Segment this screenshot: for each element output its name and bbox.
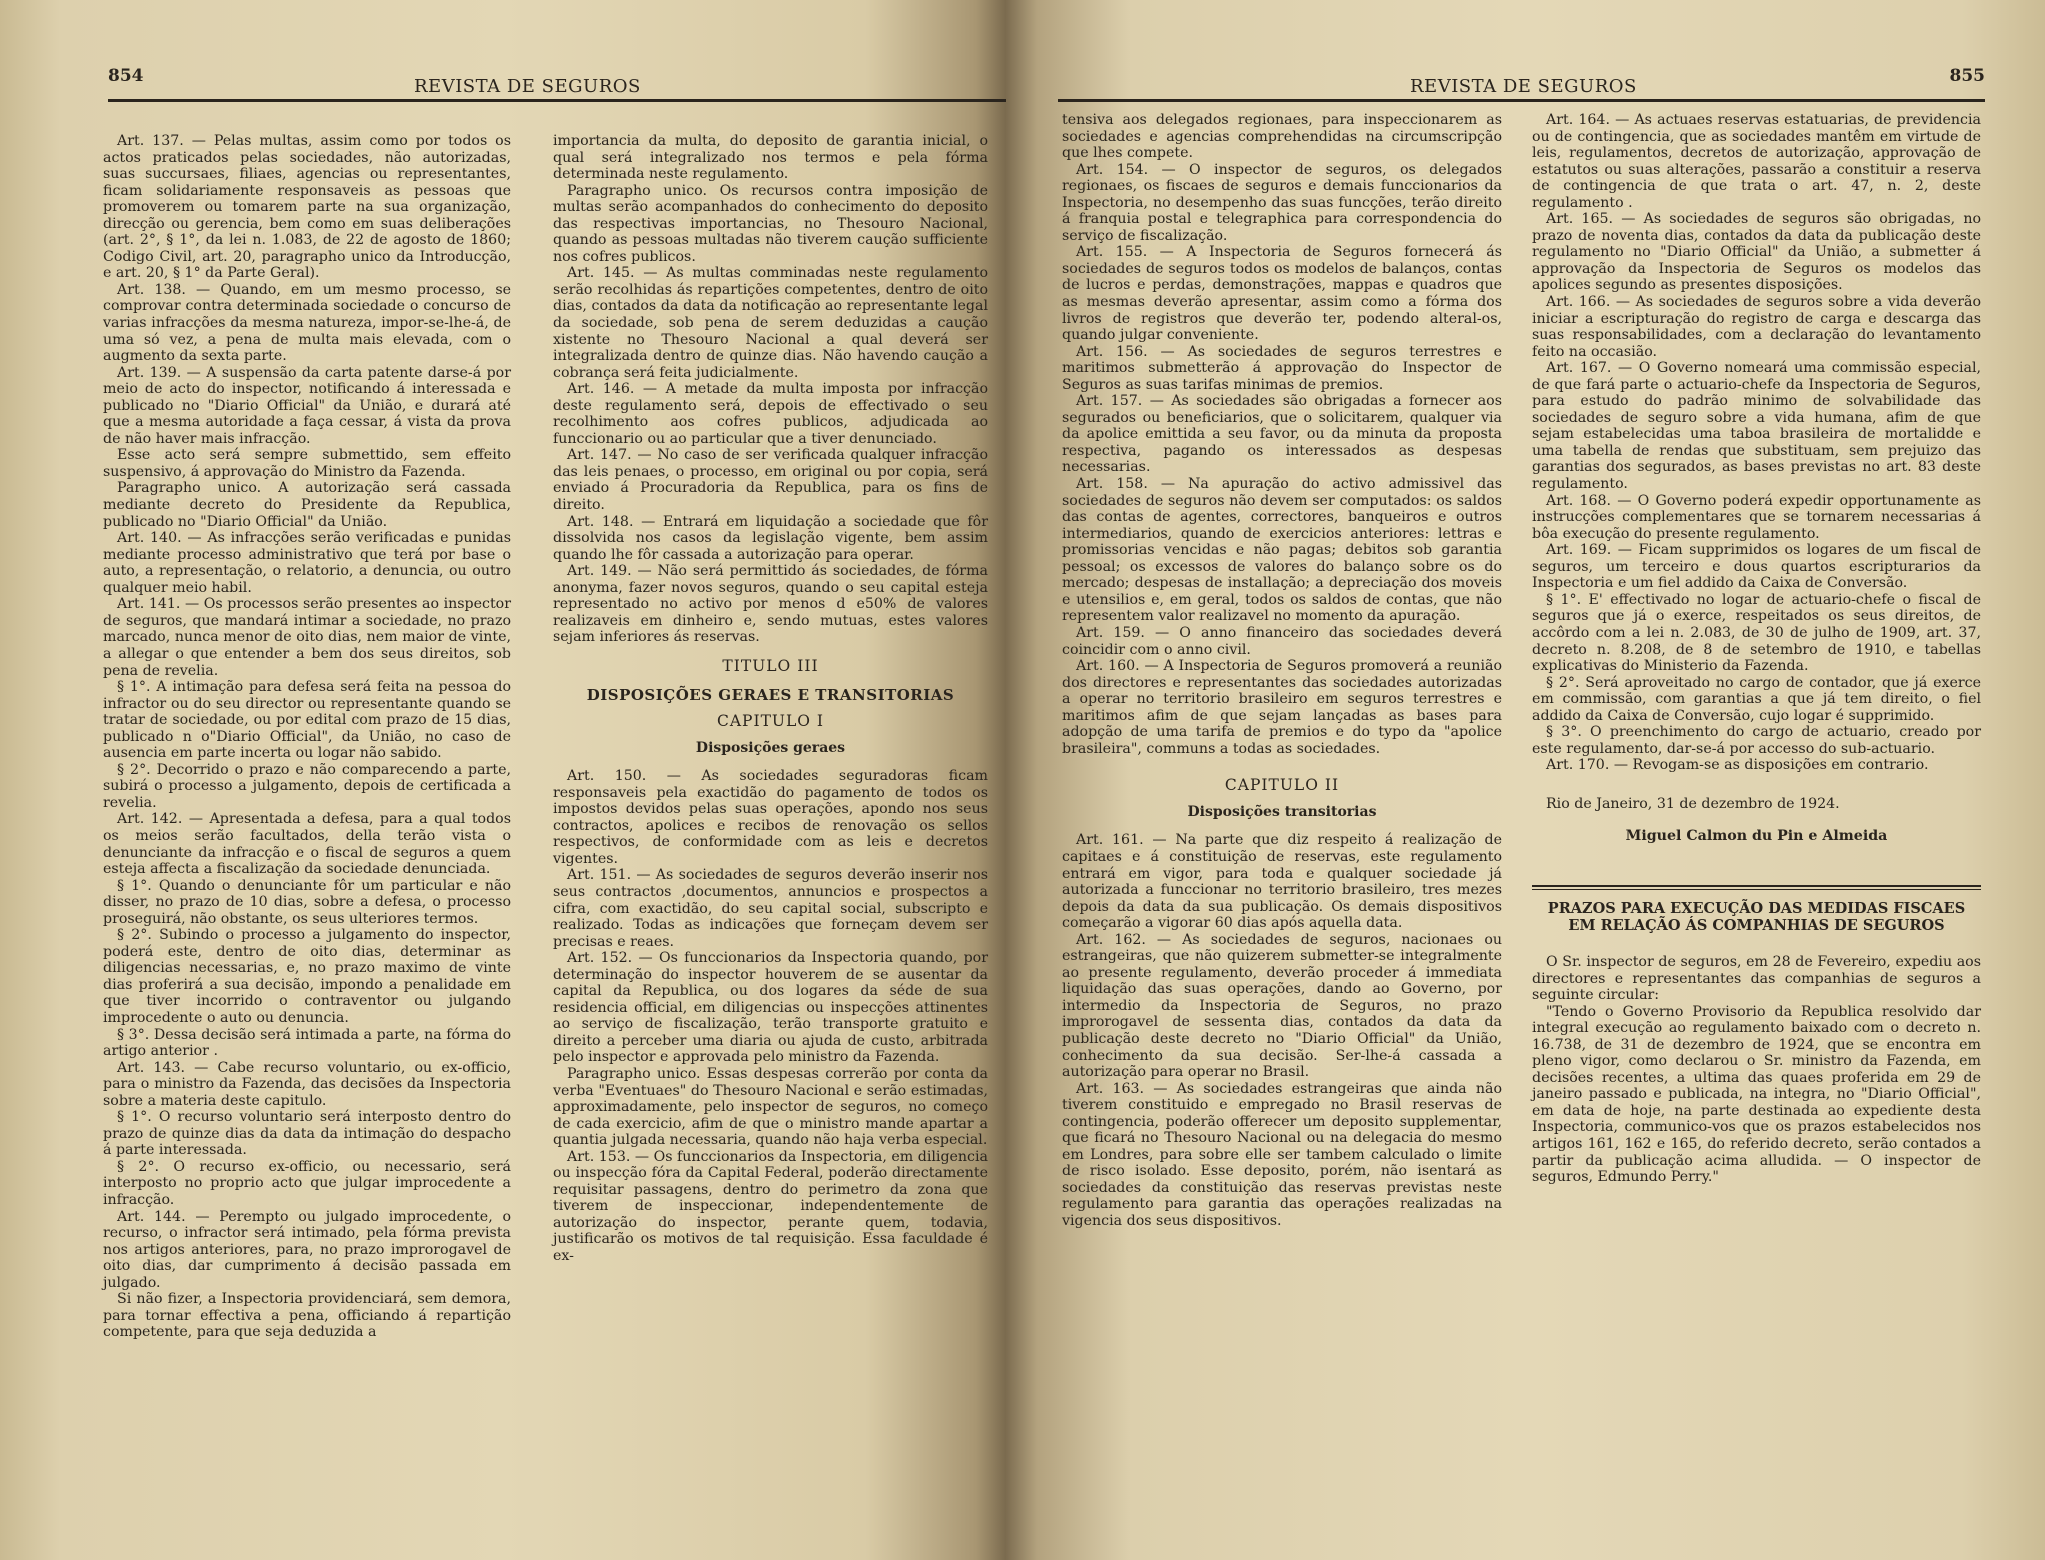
chapter-heading: CAPITULO I: [716, 712, 825, 731]
text-column-1: [103, 133, 511, 1341]
paragraph: Art. 151. — As sociedades de seguros deverão inserir nos seus contractos ,documentos, annuncios e prospectos a cifra, com exactidão, do seu capital social, subscripto e realizado. Todas as indicações que forneçam devem ser precisas e reaes.: [553, 867, 988, 950]
paragraph: § 1°. Quando o denunciante fôr um particular e não disser, no prazo de 10 dias, sobre a defesa, o processo proseguirá, não obstante, os seus ulteriores termos.: [103, 877, 511, 927]
left-page: [0, 0, 1006, 1560]
paragraph: Art. 161. — Na parte que diz respeito á realização de capitaes e á constituição de reservas, este regulamento entrará em vigor, para toda e qualquer sociedade já autorizada a funccionar no territorio brasileiro, tres mezes depois da data da sua publicação. Os demais dispositivos começarão a vigorar 60 dias após aquella data.: [1062, 832, 1502, 932]
paragraph: Art. 147. — No caso de ser verificada qualquer infracção das leis penaes, o processo, em original ou por copia, será enviado á Procuradoria da Republica, para os fins de direito.: [553, 447, 988, 514]
paragraph: Art. 139. — A suspensão da carta patente darse-á por meio de acto do inspector, notificando á interessada e publicado no "Diario Official" da União, e durará até que a mesma autoridade a faça cessar, á vista da prova de não haver mais infracção.: [103, 364, 511, 447]
paragraph: Art. 146. — A metade da multa imposta por infracção deste regulamento será, depois de effectivado o seu recolhimento aos cofres publicos, adjudicada ao funccionario ou ao particular que a tiver denunciado.: [553, 381, 988, 447]
paragraph: Art. 138. — Quando, em um mesmo processo, se comprovar contra determinada sociedade o concurso de varias infracções da mesma natureza, impor-se-lhe-á, de uma só vez, a pena de multa mais elevada, com o augmento da sexta parte.: [103, 281, 511, 365]
paragraph: Art. 169. — Ficam supprimidos os logares de um fiscal de seguros, um terceiro e dous quartos escripturarios da Inspectoria e um fiel addido da Caixa de Conversão.: [1532, 542, 1981, 592]
chapter-heading: CAPITULO II: [1224, 776, 1340, 795]
chapter-subtitle: Disposições geraes: [695, 739, 846, 756]
right-page: [1006, 0, 2045, 1560]
page-number: 855: [1949, 66, 1985, 86]
paragraph: Art. 162. — As sociedades de seguros, nacionaes ou estrangeiras, que não quizerem submetter-se integralmente ao presente regulamento, deverão proceder á immediata liquidação das suas operações, dando ao Governo, por intermedio da Inspectoria de Seguros, no prazo improrogavel de sessenta dias, contados da data da publicação deste decreto no "Diario Official" da União, conhecimento da sua decisão. Ser-lhe-á cassada a autorização para operar no Brasil.: [1062, 931, 1502, 1081]
running-title: REVISTA DE SEGUROS: [1410, 76, 1637, 97]
paragraph: Esse acto será sempre submettido, sem effeito suspensivo, á approvação do Ministro da Fazenda.: [103, 447, 511, 480]
section-heading: DISPOSIÇÕES GERAES E TRANSITORIAS: [586, 685, 955, 704]
paragraph: Art. 160. — A Inspectoria de Seguros promoverá a reunião dos directores e representantes das sociedades autorizadas a operar no territorio brasileiro em seguros terrestres e maritimos afim de que sejam lançadas as bases para adopção de uma tarifa de premios e do typo da "apolice brasileira", communs a todas as sociedades.: [1062, 658, 1502, 757]
paragraph: Art. 170. — Revogam-se as disposições em contrario.: [1546, 757, 1929, 774]
paragraph: Art. 144. — Perempto ou julgado improcedente, o recurso, o infractor será intimado, pela fórma prevista nos artigos anteriores, para, no prazo improrogavel de oito dias, dar cumprimento á decisão passada em julgado.: [103, 1208, 511, 1291]
text-column-2: [553, 133, 988, 1265]
paragraph: Art. 165. — As sociedades de seguros são obrigadas, no prazo de noventa dias, contados da data da publicação deste regulamento no "Diario Official" da União, a submetter á approvação da Inspectoria de Seguros os modelos das apolices segundo as presentes disposições.: [1532, 211, 1981, 294]
paragraph: § 2°. O recurso ex-officio, ou necessario, será interposto no proprio acto que julgar improcedente a infracção.: [103, 1158, 511, 1208]
text-column-4: [1532, 112, 1981, 1186]
paragraph: Art. 143. — Cabe recurso voluntario, ou ex-officio, para o ministro da Fazenda, das decisões da Inspectoria sobre a materia deste capitulo.: [103, 1059, 511, 1109]
running-title: REVISTA DE SEGUROS: [414, 76, 641, 97]
page-number: 854: [108, 66, 144, 86]
article-title: PRAZOS PARA EXECUÇÃO DAS MEDIDAS FISCAES EM RELAÇÃO ÁS COMPANHIAS DE SEGUROS: [1547, 899, 1966, 934]
paragraph: Art. 140. — As infracções serão verificadas e punidas mediante processo administrativo que terá por base o auto, a representação, o relatorio, a denuncia, ou outro qualquer meio habil.: [103, 530, 511, 596]
paragraph: § 2°. Decorrido o prazo e não comparecendo a parte, subirá o processo a julgamento, depois de certificada a revelia.: [103, 761, 511, 811]
paragraph: Paragrapho unico. Os recursos contra imposição de multas serão acompanhados do conhecimento do deposito das respectivas importancias, no Thesouro Nacional, quando as pessoas multadas não tiverem caução sufficiente nos cofres publicos.: [553, 182, 988, 265]
paragraph: Art. 152. — Os funccionarios da Inspectoria quando, por determinação do inspector houverem de se ausentar da capital da Republica, ou dos logares da séde de sua residencia official, em diligencias ou inspecções attinentes ao serviço de fiscalização, terão transporte gratuito e direito a perceber uma diaria ou ajuda de custo, arbitrada pelo inspector e approvada pelo ministro da Fazenda.: [553, 950, 988, 1066]
paragraph: Art. 164. — As actuaes reservas estatuarias, de previdencia ou de contingencia, que as sociedades mantêm em virtude de leis, regulamentos, decretos de autorização, approvação de estatutos ou suas alterações, passarão a constituir a reserva de contingencia de que trata o art. 47, n. 2, deste regulamento .: [1532, 112, 1981, 211]
dateline: Rio de Janeiro, 31 de dezembro de 1924.: [1546, 795, 1840, 812]
paragraph: Art. 155. — A Inspectoria de Seguros fornecerá ás sociedades de seguros todos os modelos de balanços, contas de lucros e perdas, demonstrações, mappas e quadros que as mesmas deverão apresentar, assim como a fórma dos livros de registros que deverão ter, podendo alteral-os, quando julgar conveniente.: [1062, 244, 1502, 344]
paragraph: Art. 141. — Os processos serão presentes ao inspector de seguros, que mandará intimar a sociedade, no prazo marcado, nunca menor de oito dias, nem maior de vinte, a allegar o que entender a bem dos seus direitos, sob pena de revelia.: [103, 596, 511, 679]
paragraph: Art. 163. — As sociedades estrangeiras que ainda não tiverem constituido e empregado no Brasil reservas de contingencia, poderão offerecer um deposito supplementar, que ficará no Thesouro Nacional ou na delegacia do mesmo em Londres, para sobre elle ser tambem calculado o limite de risco isolado. Esse deposito, porém, não isentará as sociedades da constituição das reservas previstas neste regulamento para garantia das operações realizadas na vigencia dos seus dispositivos.: [1062, 1080, 1502, 1229]
paragraph: Art. 168. — O Governo poderá expedir opportunamente as instrucções complementares que se tornarem necessarias á bôa execução do presente regulamento.: [1532, 492, 1981, 542]
header-rule: [1058, 99, 1985, 102]
paragraph: § 2°. Será aproveitado no cargo de contador, que já exerce em commissão, com garantias a que já tem direito, o fiel addido da Caixa de Conversão, cujo logar é supprimido.: [1532, 674, 1981, 724]
titulo-heading: TITULO III: [722, 656, 819, 675]
left-page-header: [108, 60, 1006, 100]
article-divider: [1532, 885, 1981, 890]
paragraph: § 3°. Dessa decisão será intimada a parte, na fórma do artigo anterior .: [103, 1026, 511, 1060]
paragraph: Art. 137. — Pelas multas, assim como por todos os actos praticados pelas sociedades, não autorizadas, suas succursaes, filiaes, agencias ou representantes, ficam solidariamente responsaveis as pessoas que promoverem ou tomarem parte na sua organização, direcção ou gerencia, bem como em suas deliberações (art. 2°, § 1°, da lei n. 1.083, de 22 de agosto de 1860; Codigo Civil, art. 20, paragrapho unico da Introducção, e art. 20, § 1° da Parte Geral).: [103, 133, 511, 282]
signature: Miguel Calmon du Pin e Almeida: [1625, 828, 1888, 845]
paragraph: § 3°. O preenchimento do cargo de actuario, creado por este regulamento, dar-se-á por accesso do sub-actuario.: [1532, 724, 1981, 757]
paragraph: § 1°. A intimação para defesa será feita na pessoa do infractor ou do seu director ou representante quando se tratar de sociedade, ou por edital com prazo de 15 dias, publicado n o"Diario Official", da União, no caso de ausencia em parte incerta ou logar não sabido.: [103, 679, 511, 762]
paragraph: Art. 149. — Não será permittido ás sociedades, de fórma anonyma, fazer novos seguros, quando o seu capital esteja representado no activo por menos d e50% de valores realizaveis em dinheiro e, sendo mutuas, estes valores sejam inferiores ás reservas.: [553, 563, 988, 646]
paragraph: Art. 159. — O anno financeiro das sociedades deverá coincidir com o anno civil.: [1062, 624, 1502, 658]
chapter-subtitle: Disposições transitorias: [1187, 803, 1377, 820]
paragraph: Si não fizer, a Inspectoria providenciará, sem demora, para tornar effectiva a pena, officiando á repartição competente, para que seja deduzida a: [103, 1291, 511, 1341]
text-column-3: [1062, 112, 1502, 1230]
paragraph: Art. 154. — O inspector de seguros, os delegados regionaes, os fiscaes de seguros e demais funccionarios da Inspectoria, no desempenho das suas funcções, terão direito á franquia postal e telegraphica para correspondencia do serviço de fiscalização.: [1062, 161, 1502, 244]
paragraph: Art. 157. — As sociedades são obrigadas a fornecer aos segurados ou beneficiarios, que o solicitarem, qualquer via da apolice emittida a seu favor, ou da minuta da proposta respectiva, pagando os interessados as despesas necessarias.: [1062, 393, 1502, 476]
paragraph: § 1°. O recurso voluntario será interposto dentro do prazo de quinze dias da data da intimação do despacho á parte interessada.: [103, 1109, 511, 1159]
paragraph: Art. 145. — As multas comminadas neste regulamento serão recolhidas ás repartições competentes, dentro de oito dias, contados da data da notificação ao representante legal da sociedade, sob pena de serem deduzidas a caução xistente no Thesouro Nacional a qual deverá ser integralizada dentro de quinze dias. Não havendo caução a cobrança será feita judicialmente.: [553, 265, 988, 381]
paragraph: Art. 150. — As sociedades seguradoras ficam responsaveis pela exactidão do pagamento de todos os impostos devidos pelas suas operações, apondo nos seus contractos, apolices e recibos de renovação os sellos respectivos, de conformidade com as leis e decretos vigentes.: [553, 768, 988, 867]
paragraph: Art. 148. — Entrará em liquidação a sociedade que fôr dissolvida nos casos da legislação vigente, bem assim quando lhe fôr cassada a autorização para operar.: [553, 513, 988, 563]
paragraph: O Sr. inspector de seguros, em 28 de Fevereiro, expediu aos directores e representantes das companhias de seguros a seguinte circular:: [1532, 953, 1981, 1004]
right-page-header: [1058, 60, 1985, 100]
paragraph: § 2°. Subindo o processo a julgamento do inspector, poderá este, dentro de oito dias, determinar as diligencias necessarias, e, no prazo maximo de vinte dias proferirá a sua decisão, impondo a penalidade em que tiver incorrido o contraventor ou julgando improcedente o auto ou denuncia.: [103, 927, 511, 1026]
paragraph: Paragrapho unico. A autorização será cassada mediante decreto do Presidente da Republica, publicado no "Diario Official" da União.: [103, 480, 511, 530]
paragraph: Art. 153. — Os funccionarios da Inspectoria, em diligencia ou inspecção fóra da Capital Federal, poderão directamente requisitar passagens, dentro do perimetro da zona que tiverem de inspeccionar, independentemente de autorização do inspector, perante quem, todavia, justificarão os motivos de tal requisição. Essa faculdade é ex-: [553, 1148, 988, 1264]
paragraph: § 1°. E' effectivado no logar de actuario-chefe o fiscal de seguros que já o exerce, respeitados os seus direitos, de accôrdo com a lei n. 2.083, de 30 de julho de 1909, art. 37, decreto n. 8.208, de 8 de setembro de 1910, e tabellas explicativas do Ministerio da Fazenda.: [1532, 591, 1981, 675]
paragraph: Paragrapho unico. Essas despesas correrão por conta da verba "Eventuaes" do Thesouro Nacional e serão estimadas, approximadamente, pelo inspector de seguros, no começo de cada exercicio, afim de que o ministro mande apartar a quantia julgada necessaria, quando não haja verba especial.: [553, 1065, 988, 1149]
header-rule: [108, 99, 1006, 102]
paragraph: importancia da multa, do deposito de garantia inicial, o qual será integralizado nos termos e pela fórma determinada neste regulamento.: [553, 133, 988, 183]
paragraph: "Tendo o Governo Provisorio da Republica resolvido dar integral execução ao regulamento baixado com o decreto n. 16.738, de 31 de dezembro de 1924, que se encontra em pleno vigor, como declarou o Sr. ministro da Fazenda, em decisões recentes, a ultima das quaes proferida em 29 de janeiro passado e publicada, na integra, no "Diario Official", em data de hoje, na parte destinada ao expediente desta Inspectoria, communico-vos que os prazos estabelecidos nos artigos 161, 162 e 165, do referido decreto, serão contados a partir da publicação acima alludida. — O inspector de seguros, Edmundo Perry.": [1532, 1003, 1981, 1186]
paragraph: Art. 167. — O Governo nomeará uma commissão especial, de que fará parte o actuario-chefe da Inspectoria de Seguros, para estudo do padrão minimo de solvabilidade das sociedades de seguro sobre a vida humana, afim de que sejam estabelecidas uma taboa brasileira de mortalidde e uma tabella de rendas que substituam, sem prejuizo das garantias dos segurados, as bases previstas no art. 83 deste regulamento.: [1532, 360, 1981, 493]
paragraph: Art. 156. — As sociedades de seguros terrestres e maritimos submetterão á approvação do Inspector de Seguros as suas tarifas minimas de premios.: [1062, 343, 1502, 393]
paragraph: Art. 166. — As sociedades de seguros sobre a vida deverão iniciar a escripturação do registro de carga e descarga das suas responsabilidades, com a declaração do levantamento feito na occasião.: [1532, 294, 1981, 360]
paragraph: Art. 158. — Na apuração do activo admissivel das sociedades de seguros não devem ser computados: os saldos das contas de agentes, correctores, banqueiros e outros intermediarios, quando de exercicios anteriores: lettras e promissorias vencidas e não pagas; debitos sob garantia pessoal; os excessos de valores do balanço sobre os do mercado; despesas de installação; a depreciação dos moveis e utensilios e, em geral, todos os saldos de contas, que não representem valor realizavel no momento da apuração.: [1062, 476, 1502, 625]
paragraph: Art. 142. — Apresentada a defesa, para a qual todos os meios serão facultados, della terão vista o denunciante da infracção e o fiscal de seguros a quem esteja affecta a fiscalização da sociedade denunciada.: [103, 811, 511, 878]
paragraph: tensiva aos delegados regionaes, para inspeccionarem as sociedades e agencias comprehendidas na circumscripção que lhes compete.: [1062, 112, 1502, 162]
